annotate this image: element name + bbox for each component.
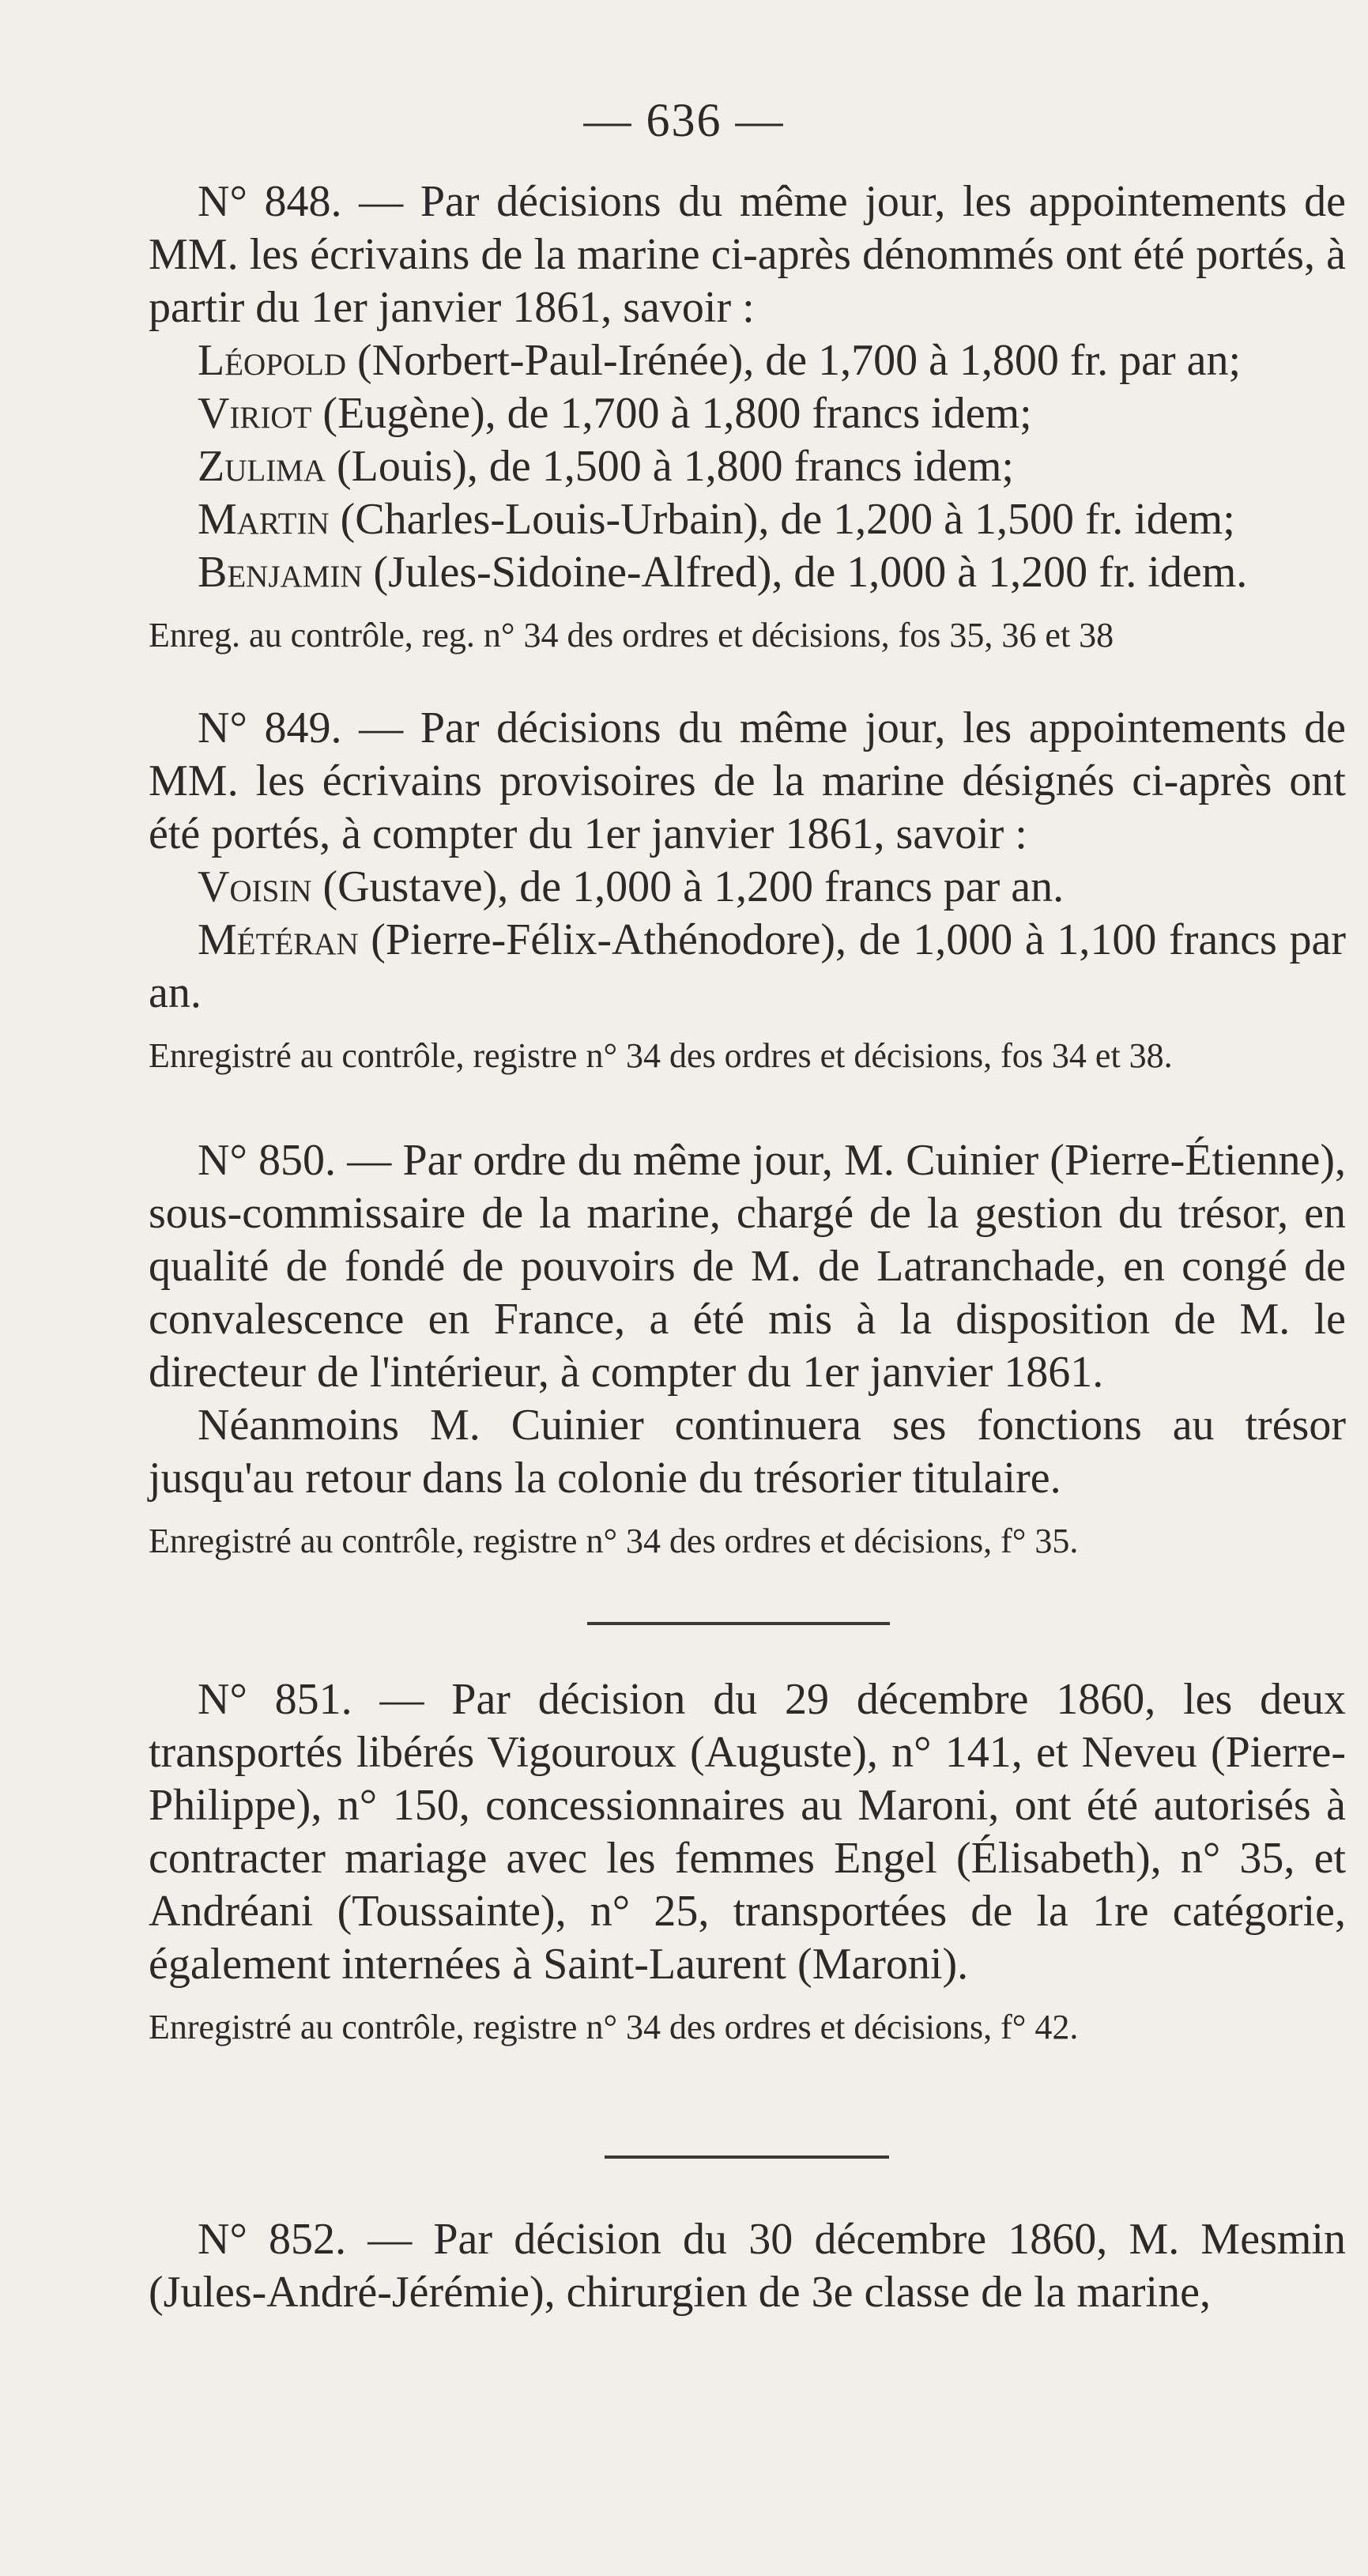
entry-850-note: Néanmoins M. Cuinier continuera ses fonctions au trésor jusqu'au retour dans la colonie du trésorier titulaire. [149, 1401, 1346, 1503]
entry-850 [149, 1134, 1346, 1563]
entry-851 [149, 1673, 1346, 2050]
entry-850-body: N° 850. — Par ordre du même jour, M. Cuinier (Pierre-Étienne), sous-commissaire de la marine, chargé de la gestion du trésor, en qualité de fondé de pouvoirs de M. de Latranchade, en congé de convalescence en France, a été mis à la disposition de M. le directeur de l'intérieur, à compter du 1er janvier 1861. [149, 1136, 1346, 1397]
list-item: Voisin (Gustave), de 1,000 à 1,200 francs par an. [198, 862, 1065, 911]
entry-849-lead: N° 849. — Par décisions du même jour, les appointements de MM. les écrivains provisoires de la marine désignés ci-après ont été portés, à compter du 1er janvier 1861, savoir : [149, 703, 1346, 858]
list-item: Viriot (Eugène), de 1,700 à 1,800 francs idem; [198, 389, 1032, 438]
entry-851-body: N° 851. — Par décision du 29 décembre 1860, les deux transportés libérés Vigouroux (Auguste), n° 141, et Neveu (Pierre-Philippe), n° 150, concessionnaires au Maroni, ont été autorisés à contracter mariage avec les femmes Engel (Élisabeth), n° 35, et Andréani (Toussainte), n° 25, transportées de la 1re catégorie, également internées à Saint-Laurent (Maroni). [149, 1675, 1346, 1989]
list-item: Léopold (Norbert-Paul-Irénée), de 1,700 à 1,800 fr. par an; [198, 336, 1242, 385]
registration-note: Enregistré au contrôle, registre n° 34 des ordres et décisions, f° 35. [149, 1522, 1079, 1560]
list-item: Zulima (Louis), de 1,500 à 1,800 francs idem; [198, 442, 1014, 491]
page-number: — 636 — [583, 94, 785, 146]
registration-note: Enreg. au contrôle, reg. n° 34 des ordres et décisions, fos 35, 36 et 38 [149, 616, 1114, 654]
list-item: Benjamin (Jules-Sidoine-Alfred), de 1,000 à 1,200 fr. idem. [198, 548, 1248, 597]
entry-848-lead: N° 848. — Par décisions du même jour, les appointements de MM. les écrivains de la marine ci-après dénommés ont été portés, à partir du 1er janvier 1861, savoir : [149, 177, 1346, 332]
entry-852 [149, 2213, 1346, 2319]
section-divider [605, 2155, 889, 2159]
entry-848 [149, 175, 1346, 658]
registration-note: Enregistré au contrôle, registre n° 34 des ordres et décisions, f° 42. [149, 2008, 1079, 2046]
registration-note: Enregistré au contrôle, registre n° 34 des ordres et décisions, fos 34 et 38. [149, 1036, 1173, 1075]
list-item: Météran (Pierre-Félix-Athénodore), de 1,000 à 1,100 francs par an. [149, 915, 1346, 1017]
list-item: Martin (Charles-Louis-Urbain), de 1,200 à 1,500 fr. idem; [198, 495, 1235, 544]
section-divider [587, 1622, 890, 1625]
entry-852-body: N° 852. — Par décision du 30 décembre 1860, M. Mesmin (Jules-André-Jérémie), chirurgien de 3e classe de la marine, [149, 2215, 1346, 2317]
entry-849 [149, 702, 1346, 1078]
